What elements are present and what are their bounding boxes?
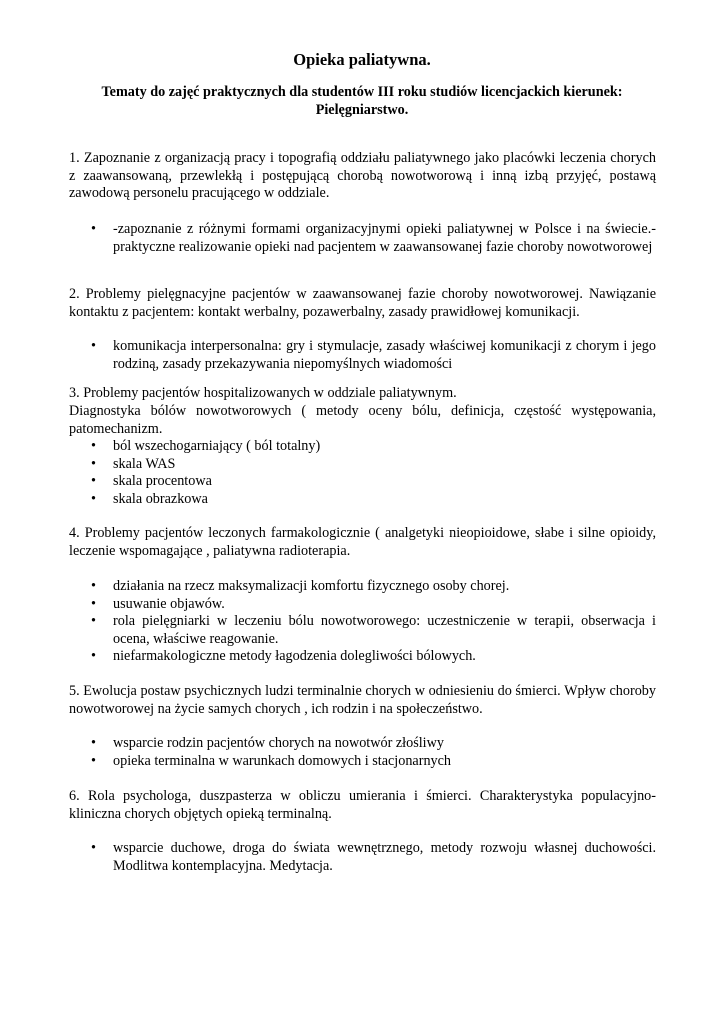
section-3-bullet: • skala WAS [113,456,656,474]
section-3-subheading: Diagnostyka bólów nowotworowych ( metody oceny bólu, definicja, częstość występowania, patomechanizm. [69,403,656,437]
section-5-bullet: • wsparcie rodzin pacjentów chorych na nowotwór złośliwy [113,735,656,753]
section-1-bullet: • -zapoznanie z różnymi formami organizacyjnymi opieki paliatywnej w Polsce i na świecie.- praktyczne realizowanie opieki nad pacjentem w zaawansowanej fazie choroby nowotworowej [113,221,656,256]
section-5-bullet: • opieka terminalna w warunkach domowych i stacjonarnych [113,753,656,771]
section-5-heading: 5. Ewolucja postaw psychicznych ludzi terminalnie chorych w odniesieniu do śmierci. Wpływ choroby nowotworowej na życie samych chorych , ich rodzin i na społeczeństwo. [69,683,656,717]
section-3-bullet: • skala obrazkowa [113,491,656,509]
section-3-bullets [113,438,656,508]
section-2-bullets [113,338,656,373]
section-6-bullet: • wsparcie duchowe, droga do świata wewnętrznego, metody rozwoju własnej duchowości. Modlitwa kontemplacyjna. Medytacja. [113,840,656,875]
section-5-bullets [113,735,656,770]
section-4-bullet: • rola pielęgniarki w leczeniu bólu nowotworowego: uczestniczenie w terapii, obserwacja i ocena, właściwe reagowanie. [113,613,656,648]
section-2-bullet: • komunikacja interpersonalna: gry i stymulacje, zasady właściwej komunikacji z chorym i jego rodziną, zasady przekazywania niepomyślnych wiadomości [113,338,656,373]
document-subtitle: Tematy do zajęć praktycznych dla studentów III roku studiów licencjackich kierunek: Pielęgniarstwo. [101,84,623,118]
section-1-bullets [113,221,656,256]
section-3-bullet: • skala procentowa [113,473,656,491]
section-4-bullet: • usuwanie objawów. [113,596,656,614]
section-6-heading: 6. Rola psychologa, duszpasterza w obliczu umierania i śmierci. Charakterystyka populacyjno-kliniczna chorych objętych opieką terminalną. [69,788,656,822]
section-3-heading: 3. Problemy pacjentów hospitalizowanych w oddziale paliatywnym. [69,385,457,401]
section-2-heading: 2. Problemy pielęgnacyjne pacjentów w zaawansowanej fazie choroby nowotworowej. Nawiązanie kontaktu z pacjentem: kontakt werbalny, pozawerbalny, zasady prawidłowej komunikacji. [69,286,656,320]
section-4-bullet: • działania na rzecz maksymalizacji komfortu fizycznego osoby chorej. [113,578,656,596]
section-1-heading: 1. Zapoznanie z organizacją pracy i topografią oddziału paliatywnego jako placówki leczenia chorych z zaawansowaną, przewlekłą i postępującą chorobą nowotworową i inną izbą przyjęć, postawą zawodową personelu pracującego w oddziale. [69,150,656,202]
section-4-bullet: • niefarmakologiczne metody łagodzenia dolegliwości bólowych. [113,648,656,666]
document-title: Opieka paliatywna. [293,50,431,69]
section-3-bullet: • ból wszechogarniający ( ból totalny) [113,438,656,456]
section-4-bullets [113,578,656,666]
section-4-heading: 4. Problemy pacjentów leczonych farmakologicznie ( analgetyki nieopioidowe, słabe i silne opioidy, leczenie wspomagające , paliatywna radioterapia. [69,525,656,559]
section-6-bullets [113,840,656,875]
